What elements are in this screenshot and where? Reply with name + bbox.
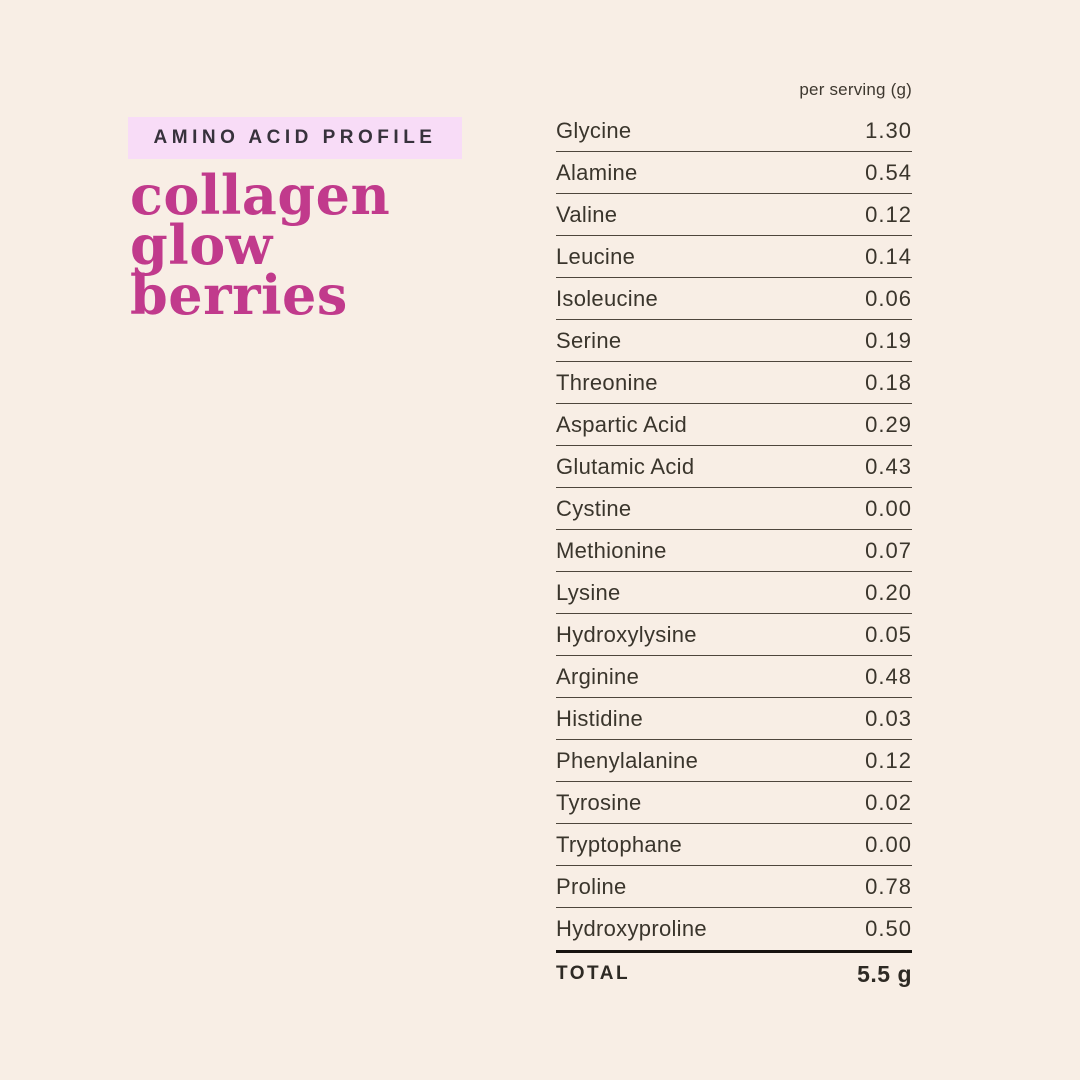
amino-value: 0.54 (865, 159, 912, 185)
amino-name: Glycine (556, 117, 632, 143)
total-label: TOTAL (556, 963, 631, 984)
total-value: 5.5 g (857, 960, 912, 987)
amino-name: Valine (556, 201, 618, 227)
table-row (556, 824, 912, 866)
amino-value: 0.43 (865, 453, 912, 479)
amino-name: Hydroxylysine (556, 621, 697, 647)
amino-value: 0.78 (865, 873, 912, 899)
amino-name: Methionine (556, 537, 667, 563)
amino-name: Tyrosine (556, 789, 642, 815)
table-row (556, 152, 912, 194)
amino-name: Tryptophane (556, 831, 683, 857)
table-row (556, 572, 912, 614)
amino-value: 0.00 (865, 831, 912, 857)
amino-value: 0.20 (865, 579, 912, 605)
amino-value: 0.07 (865, 537, 912, 563)
product-title (130, 163, 391, 327)
amino-value: 0.50 (865, 916, 912, 941)
table-row (556, 908, 912, 950)
amino-name: Aspartic Acid (556, 411, 688, 437)
table-row (556, 278, 912, 320)
table-row (556, 320, 912, 362)
amino-name: Arginine (556, 663, 640, 689)
amino-name: Serine (556, 327, 622, 353)
amino-name: Isoleucine (556, 285, 659, 311)
table-row (556, 740, 912, 782)
amino-name: Alamine (556, 159, 638, 185)
amino-value: 0.00 (865, 495, 912, 521)
table-row (556, 614, 912, 656)
amino-name: Lysine (556, 579, 621, 605)
amino-value: 1.30 (865, 117, 912, 143)
amino-value: 0.14 (865, 243, 912, 269)
table-row (556, 698, 912, 740)
table-row (556, 656, 912, 698)
amino-value: 0.48 (865, 663, 912, 689)
amino-name: Glutamic Acid (556, 453, 695, 479)
amino-value: 0.12 (865, 201, 912, 227)
amino-acid-profile-badge (128, 117, 462, 159)
badge-label: AMINO ACID PROFILE (153, 127, 437, 148)
table-row (556, 404, 912, 446)
table-row (556, 866, 912, 908)
amino-value: 0.03 (865, 705, 912, 731)
amino-name: Leucine (556, 243, 636, 269)
per-serving-header: per serving (g) (799, 80, 912, 99)
amino-name: Cystine (556, 495, 632, 521)
table-row (556, 194, 912, 236)
amino-name: Histidine (556, 705, 644, 731)
amino-value: 0.18 (865, 369, 912, 395)
amino-value: 0.29 (865, 411, 912, 437)
table-row (556, 236, 912, 278)
amino-value: 0.02 (865, 789, 912, 815)
amino-name: Hydroxyproline (556, 916, 707, 941)
amino-value: 0.12 (865, 747, 912, 773)
amino-name: Phenylalanine (556, 747, 699, 773)
amino-acid-table (556, 80, 912, 995)
table-row (556, 782, 912, 824)
total-row (556, 950, 912, 995)
amino-name: Threonine (556, 369, 658, 395)
table-row (556, 362, 912, 404)
amino-value: 0.06 (865, 285, 912, 311)
product-title-line-1: collagen (130, 163, 391, 227)
table-row (556, 110, 912, 152)
product-title-line-2: glow (130, 213, 273, 277)
table-row (556, 530, 912, 572)
amino-value: 0.19 (865, 327, 912, 353)
amino-name: Proline (556, 873, 627, 899)
table-row (556, 446, 912, 488)
table-row (556, 488, 912, 530)
amino-value: 0.05 (865, 621, 912, 647)
product-title-line-3: berries (130, 263, 348, 327)
